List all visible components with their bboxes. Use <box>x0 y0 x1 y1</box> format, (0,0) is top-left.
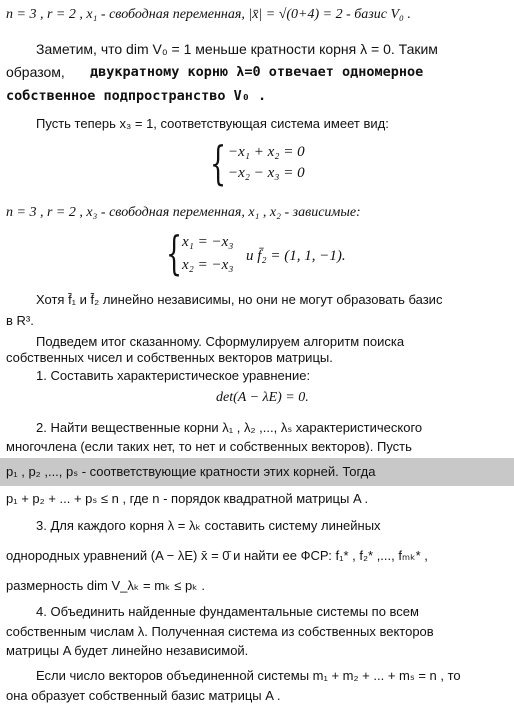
text-line: в R³. <box>6 313 34 328</box>
text-line: p₁ + p₂ + ... + pₛ ≤ n , где n - порядок квадратной матрицы A . <box>6 491 369 506</box>
bold-statement: двукратному корню λ=0 отвечает одномерное <box>90 64 424 80</box>
algorithm-step: 1. Составить характеристическое уравнение: <box>36 368 311 383</box>
highlighted-text: p₁ , p₂ ,..., pₛ - соответствующие кратности этих корней. Тогда <box>6 464 376 479</box>
algorithm-step: 4. Объединить найденные фундаментальные системы по всем <box>36 604 419 619</box>
text-line: собственным числам λ. Полученная система из собственных векторов <box>6 624 434 639</box>
system-equation: x₁ = −x₃ <box>182 234 234 250</box>
system-equation: −x₂ − x₃ = 0 <box>228 165 305 181</box>
system-brace: { <box>166 226 183 280</box>
text-line: Пусть теперь x₃ = 1, соответствующая система имеет вид: <box>36 116 389 131</box>
text-line: многочлена (если таких нет, то нет и собственных векторов). Пусть <box>6 439 412 454</box>
text-line: собственных чисел и собственных векторов матрицы. <box>6 350 333 365</box>
text-line: n = 3 , r = 2 , x₃ - свободная переменная, x₁ , x₂ - зависимые: <box>6 205 361 220</box>
text-line: Если число векторов объединенной системы m₁ + m₂ + ... + mₛ = n , то <box>36 668 461 683</box>
text-line: Подведем итог сказанному. Сформулируем алгоритм поиска <box>36 334 405 349</box>
text-line: размерность dim V_λₖ = mₖ ≤ pₖ . <box>6 578 205 593</box>
algorithm-step: 2. Найти вещественные корни λ₁ , λ₂ ,..., λₛ характеристического <box>36 420 423 435</box>
text-line: Хотя f̄₁ и f̄₂ линейно независимы, но они не могут образовать базис <box>36 292 443 307</box>
vector-definition: и f̄₂ = (1, 1, −1). <box>246 248 346 264</box>
formula: det(A − λE) = 0. <box>216 390 309 405</box>
text-line: однородных уравнений (A − λE) x̄ = 0̄ и найти ее ФСР: f₁* , f₂* ,..., fₘₖ* , <box>6 548 428 563</box>
text-line: n = 3 , r = 2 , x₁ - свободная переменная, |x̄| = √(0+4) = 2 - базис V₀ . <box>6 7 411 22</box>
algorithm-step: 3. Для каждого корня λ = λₖ составить систему линейных <box>36 518 381 533</box>
text-line: она образует собственный базис матрицы A . <box>6 688 281 703</box>
system-equation: −x₁ + x₂ = 0 <box>228 144 305 160</box>
text-line: Заметим, что dim V₀ = 1 меньше кратности корня λ = 0. Таким <box>36 41 438 57</box>
text-line: образом, <box>6 64 65 80</box>
system-equation: x₂ = −x₃ <box>182 257 234 273</box>
text-line: матрицы A будет линейно независимой. <box>6 643 249 658</box>
bold-statement: собственное подпространство V₀ . <box>6 88 267 104</box>
system-brace: { <box>210 136 227 190</box>
